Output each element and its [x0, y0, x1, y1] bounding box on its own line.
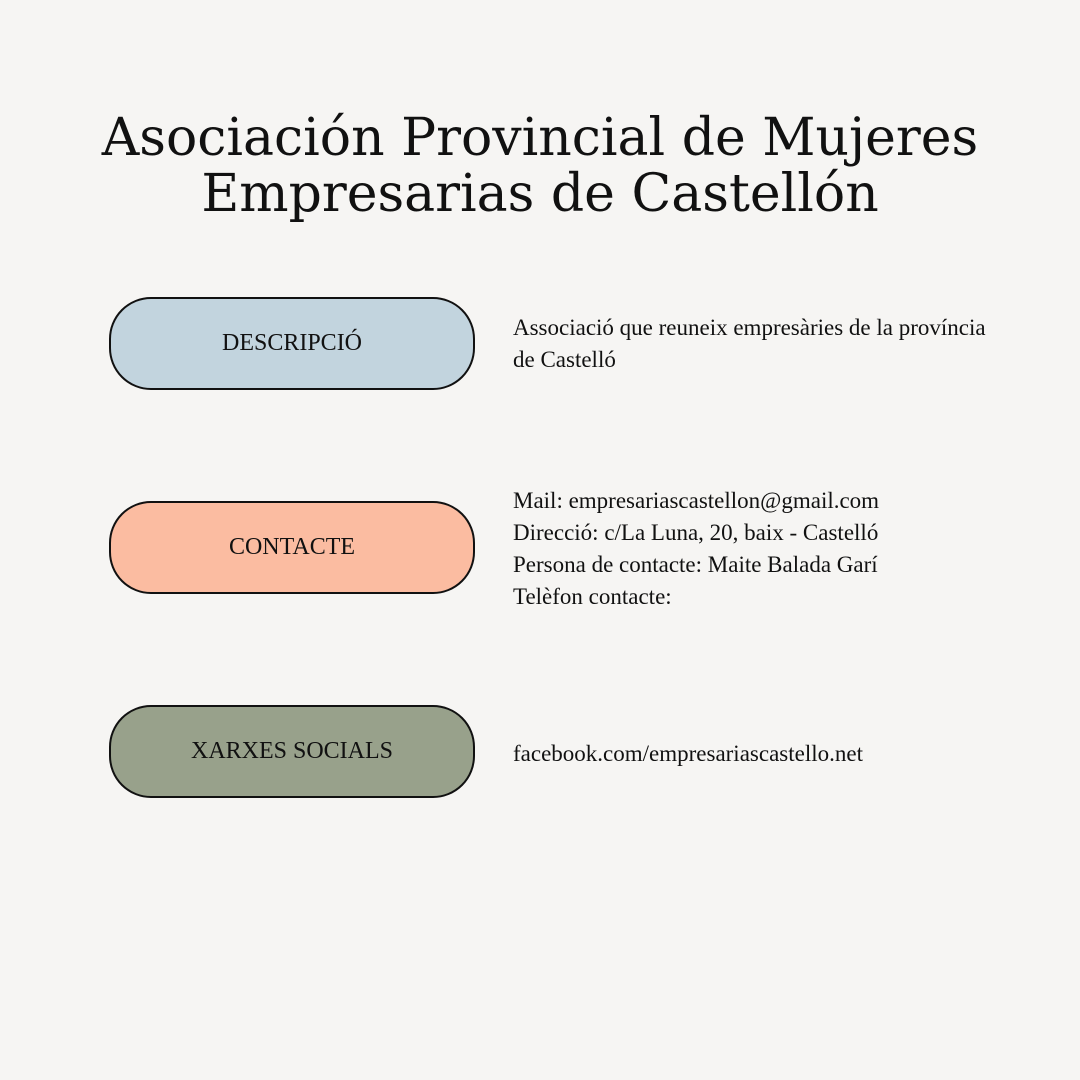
- description-line-2: de Castelló: [513, 347, 616, 372]
- description-line-1: Associació que reuneix empresàries de la província: [513, 315, 986, 340]
- contact-details: [513, 485, 1073, 613]
- page-title-line-2: Empresarias de Castellón: [201, 164, 879, 224]
- social-label: XARXES SOCIALS: [190, 738, 394, 764]
- social-details: [513, 738, 1073, 770]
- page-title: [0, 110, 1080, 222]
- social-facebook-link[interactable]: facebook.com/empresariascastello.net: [513, 741, 863, 766]
- contact-label-pill: [109, 501, 475, 594]
- contact-label: CONTACTE: [228, 534, 356, 560]
- page-title-line-1: Asociación Provincial de Mujeres: [101, 108, 979, 168]
- contact-person: Persona de contacte: Maite Balada Garí: [513, 552, 878, 577]
- contact-address: Direcció: c/La Luna, 20, baix - Castelló: [513, 520, 879, 545]
- contact-mail[interactable]: Mail: empresariascastellon@gmail.com: [513, 488, 880, 513]
- description-label: DESCRIPCIÓ: [221, 330, 363, 356]
- contact-phone: Telèfon contacte:: [513, 584, 672, 609]
- social-label-pill: [109, 705, 475, 798]
- description-label-pill: [109, 297, 475, 390]
- description-text: [513, 312, 1073, 376]
